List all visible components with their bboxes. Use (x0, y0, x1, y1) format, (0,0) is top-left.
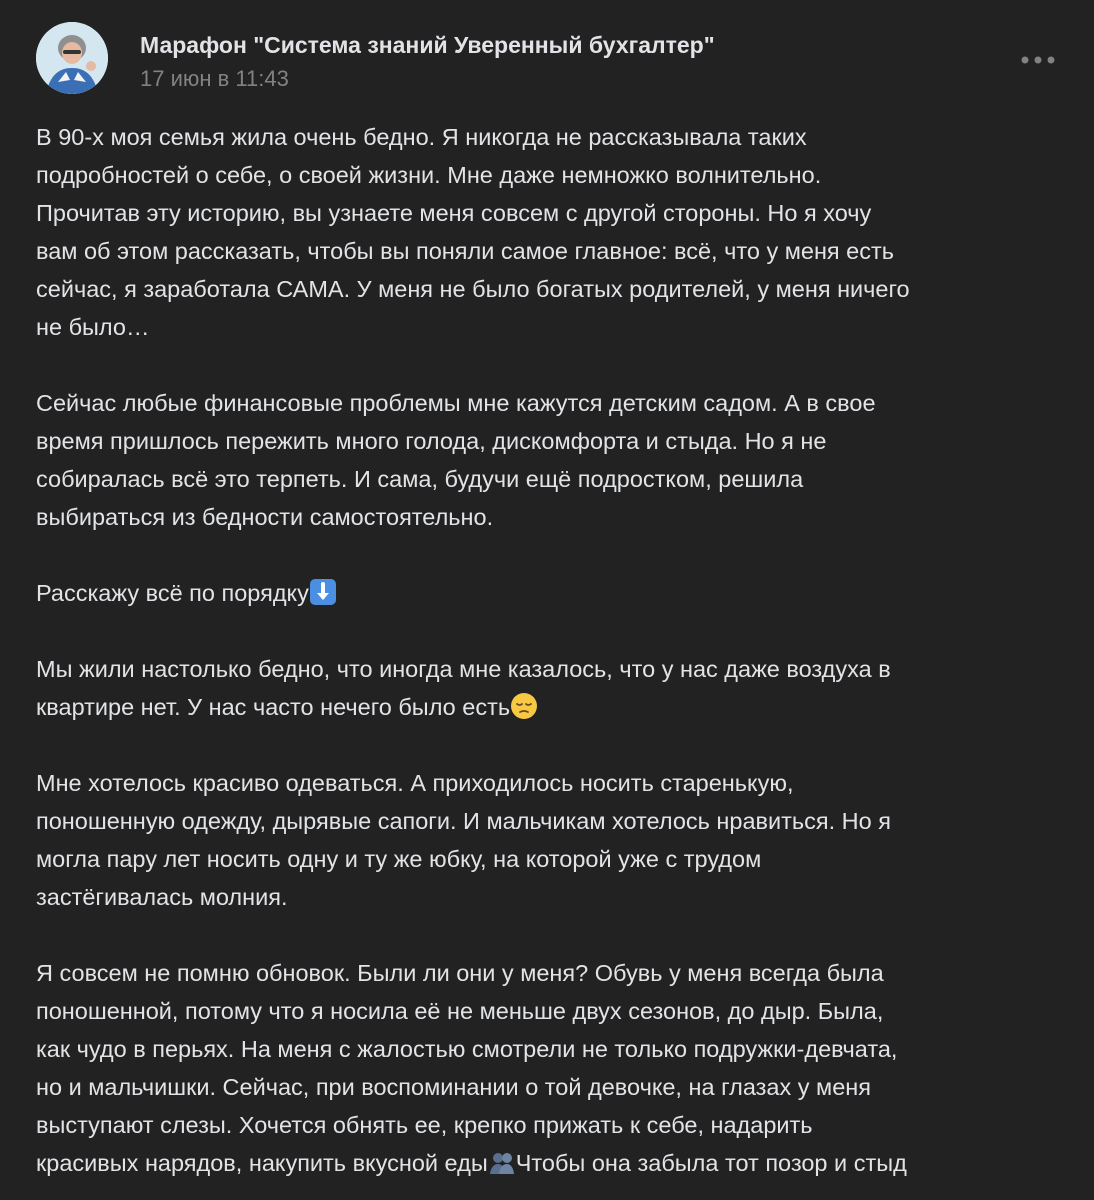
post-header (36, 22, 1058, 102)
post-paragraph-1: В 90-х моя семья жила очень бедно. Я никогда не рассказывала таких подробностей о себе, о своей жизни. Мне даже немножко волнительно. Прочитав эту историю, вы узнаете меня совсем с другой стороны. Но я хочу вам об этом рассказать, чтобы вы поняли самое главное: всё, что у меня есть сейчас, я заработала САМА. У меня не было богатых родителей, у меня ничего не было… (36, 124, 910, 340)
post-date[interactable]: 17 июн в 11:43 (140, 66, 289, 91)
pensive-face-emoji-icon (510, 692, 538, 720)
post-paragraph-3 (36, 574, 1066, 612)
post-paragraph-4 (36, 650, 1066, 726)
author-name[interactable]: Марафон "Система знаний Уверенный бухгалтер" (140, 32, 715, 58)
post-paragraph-5: Мне хотелось красиво одеваться. А приходилось носить старенькую, поношенную одежду, дырявые сапоги. И мальчикам хотелось нравиться. Но я могла пару лет носить одну и ту же юбку, на которой уже с трудом застёгивалась молния. (36, 770, 891, 910)
post-paragraph-3-text: Расскажу всё по порядку (36, 580, 309, 606)
hugging-people-emoji-icon (488, 1148, 516, 1176)
post-paragraph-6 (36, 954, 1066, 1182)
avatar-image (36, 22, 108, 94)
post-paragraph-6-text: Я совсем не помню обновок. Были ли они у меня? Обувь у меня всегда была поношенной, потому что я носила её не меньше двух сезонов, до дыр. Была, как чудо в перьях. На меня с жалостью смотрели не только подружки-девчата, но и мальчишки. Сейчас, при воспоминании о той девочке, на глазах у меня выступают слезы. Хочется обнять ее, крепко прижать к себе, надарить красивых нарядов, накупить вкусной еды (36, 960, 898, 1176)
more-options-button[interactable] (1018, 48, 1058, 72)
post-paragraph-7-text: Чтобы она забыла тот позор и стыд (515, 1150, 907, 1176)
post-text (36, 118, 1066, 1200)
more-horizontal-icon (1021, 56, 1055, 64)
post-paragraph-2: Сейчас любые финансовые проблемы мне кажутся детским садом. А в свое время пришлось пережить много голода, дискомфорта и стыда. Но я не собиралась всё это терпеть. И сама, будучи ещё подростком, решила выбираться из бедности самостоятельно. (36, 390, 876, 530)
author-avatar[interactable] (36, 22, 108, 94)
down-arrow-emoji-icon (309, 578, 337, 606)
post-paragraph-4-text: Мы жили настолько бедно, что иногда мне казалось, что у нас даже воздуха в квартире нет. У нас часто нечего было есть (36, 656, 891, 720)
